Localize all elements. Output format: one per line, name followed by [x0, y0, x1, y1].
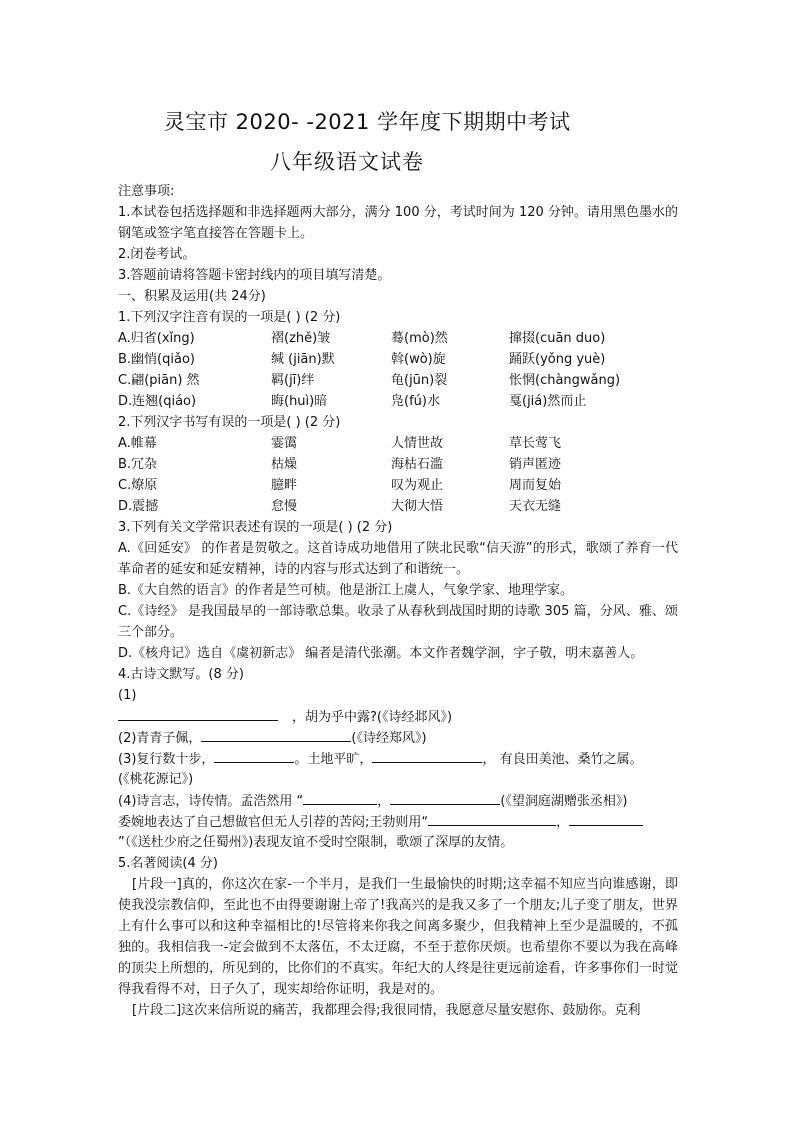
- question-4-part-4-line-2: [118, 811, 678, 832]
- option-cell: 褶(zhě)皱: [271, 331, 331, 346]
- question-4-part-2: [118, 727, 678, 748]
- option-cell: C.翩(piān) 然: [118, 373, 200, 388]
- option-cell: 蓦(mò)然: [391, 331, 448, 346]
- question-4-part-1-label: (1): [118, 688, 137, 703]
- option-cell: B.冗杂: [118, 457, 158, 472]
- option-cell: 草长莺飞: [509, 436, 562, 451]
- question-1-option-c: [118, 370, 678, 391]
- option-cell: 枯燥: [271, 457, 298, 472]
- exam-title: 灵宝市 2020- -2021 学年度下期期中考试: [164, 110, 571, 134]
- answer-blank[interactable]: [390, 790, 500, 805]
- answer-blank[interactable]: [428, 811, 556, 826]
- poem-source: (《望洞庭湖赠张丞相》): [500, 794, 628, 809]
- answer-blank[interactable]: [201, 727, 351, 742]
- option-cell: D.连翘(qiáo): [118, 394, 197, 409]
- option-cell: 羁(jī)绊: [271, 373, 315, 388]
- option-cell: 撺掇(cuān duo): [509, 331, 606, 346]
- notice-item-1: 1.本试卷包括选择题和非选择题两大部分，满分 100 分，考试时间为 120 分钟。请用黑色墨水的钢笔或签字笔直接答在答题卡上。: [118, 205, 678, 241]
- question-4-part-1: [118, 706, 678, 727]
- poem-text: ，胡为乎中露?(《诗经邶风》): [292, 710, 453, 725]
- option-cell: 踊跃(yǒng yuè): [509, 352, 606, 367]
- exam-subtitle: 八年级语文试卷: [270, 150, 424, 174]
- question-3-option-d: D.《核舟记》选自《虞初新志》 编者是清代张潮。本文作者魏学洄，字子敬，明末嘉善人。: [118, 646, 644, 661]
- option-cell: 凫(fú)水: [391, 394, 440, 409]
- question-2-stem: 2.下列汉字书写有误的一项是( ) (2 分): [118, 415, 341, 430]
- option-cell: D.震撼: [118, 499, 159, 514]
- poem-source: (《诗经郑风》): [351, 731, 427, 746]
- option-cell: 叹为观止: [391, 478, 444, 493]
- answer-blank[interactable]: [569, 811, 643, 826]
- question-4-part-4: [118, 790, 678, 811]
- question-2-option-b: [118, 454, 678, 475]
- option-cell: 霎霭: [271, 436, 298, 451]
- poem-text: ，: [377, 794, 391, 809]
- question-3-option-b: B.《大自然的语言》的作者是竺可桢。他是浙江上虞人，气象学家、地理学家。: [118, 583, 574, 598]
- exam-content: [118, 181, 678, 1021]
- reading-fragment-2: [片段二]这次来信所说的痛苦，我都理会得;我很同情，我愿意尽量安慰你、鼓励你。克利: [132, 1003, 641, 1018]
- poem-text: ，: [556, 815, 570, 830]
- answer-blank[interactable]: [118, 706, 278, 721]
- poem-text: 。土地平旷，: [294, 752, 373, 767]
- option-cell: A.帷幕: [118, 436, 157, 451]
- question-3-option-c: C.《诗经》 是我国最早的一部诗歌总集。收录了从春秋到战国时期的诗歌 305 篇，分风、雅、颂三个部分。: [118, 604, 678, 640]
- question-5-stem: 5.名著阅读(4 分): [118, 856, 218, 871]
- option-cell: 晦(huì)暗: [271, 394, 328, 409]
- answer-blank[interactable]: [372, 748, 482, 763]
- question-4-part-3: [118, 748, 678, 769]
- section-1-heading: 一、积累及运用(共 24分): [118, 289, 266, 304]
- notice-item-2: 2.闭卷考试。: [118, 247, 196, 262]
- question-1-stem: 1.下列汉字注音有误的一项是( ) (2 分): [118, 310, 341, 325]
- option-cell: 人情世故: [391, 436, 444, 451]
- question-1-option-a: [118, 328, 678, 349]
- poem-text: (3)复行数十步，: [118, 752, 215, 767]
- option-cell: C.燎原: [118, 478, 158, 493]
- question-2-option-a: [118, 433, 678, 454]
- notice-heading: 注意事项:: [118, 184, 175, 199]
- option-cell: 销声匿迹: [509, 457, 562, 472]
- question-3-option-a: A.《回延安》 的作者是贺敬之。这首诗成功地借用了陕北民歌“信天游”的形式，歌颂了养育一代革命者的延安和延安精神，诗的内容与形式达到了和谐统一。: [118, 541, 678, 577]
- option-cell: 臆畔: [271, 478, 298, 493]
- option-cell: 海枯石滥: [391, 457, 444, 472]
- question-3-stem: 3.下列有关文学常识表述有误的一项是( ) (2 分): [118, 520, 393, 535]
- poem-text: (2)青青子佩，: [118, 731, 202, 746]
- answer-blank[interactable]: [214, 748, 294, 763]
- poem-text: 委婉地表达了自己想做官但无人引荐的苦闷;王勃则用“: [118, 815, 429, 830]
- option-cell: 斡(wò)旋: [391, 352, 446, 367]
- question-4-part-4-line-3: ”（《送杜少府之任蜀州》)表现友谊不受时空限制，歌颂了深厚的友情。: [118, 835, 514, 850]
- question-1-option-b: [118, 349, 678, 370]
- option-cell: 龟(jūn)裂: [391, 373, 448, 388]
- reading-fragment-1: [片段一]真的，你这次在家-一个半月，是我们一生最愉快的时期;这幸福不知应当向谁感谢，即使我没宗教信仰，至此也不由得要谢谢上帝了!我高兴的是我又多了一个朋友;儿子变了朋友，世界上有什么事可以和这种幸福相比的!尽管将来你我之间离多聚少，但我精神上至少是温暖的，不孤独的。我相信我一-定会做到不太落伍，不太迂腐，不至于惹你厌烦。也希望你不要以为我在高峰的顶尖上所想的，所见到的，比你们的不真实。年纪大的人终是往更远前途看，许多事你们一时觉得我看得不对，日子久了，现实却给你证明，我是对的。: [118, 877, 678, 997]
- option-cell: A.归省(xǐng): [118, 331, 195, 346]
- question-4-part-3-source: (《桃花源记》): [118, 772, 194, 787]
- poem-text: (4)诗言志，诗传情。孟浩然用 “: [118, 794, 304, 809]
- option-cell: 周而复始: [509, 478, 562, 493]
- option-cell: 怠慢: [271, 499, 298, 514]
- option-cell: 大彻大悟: [391, 499, 444, 514]
- option-cell: 戛(jiá)然而止: [509, 394, 587, 409]
- poem-text: ， 有良田美池、桑竹之属。: [482, 752, 643, 767]
- option-cell: 天衣无缝: [509, 499, 562, 514]
- option-cell: 怅惘(chàngwǎng): [509, 373, 621, 388]
- answer-blank[interactable]: [303, 790, 377, 805]
- question-2-option-d: [118, 496, 678, 517]
- notice-item-3: 3.答题前请将答题卡密封线内的项目填写清楚。: [118, 268, 391, 283]
- option-cell: B.幽悄(qiǎo): [118, 352, 195, 367]
- question-4-stem: 4.古诗文默写。(8 分): [118, 667, 244, 682]
- question-1-option-d: [118, 391, 678, 412]
- option-cell: 缄 (jiān)默: [271, 352, 335, 367]
- question-2-option-c: [118, 475, 678, 496]
